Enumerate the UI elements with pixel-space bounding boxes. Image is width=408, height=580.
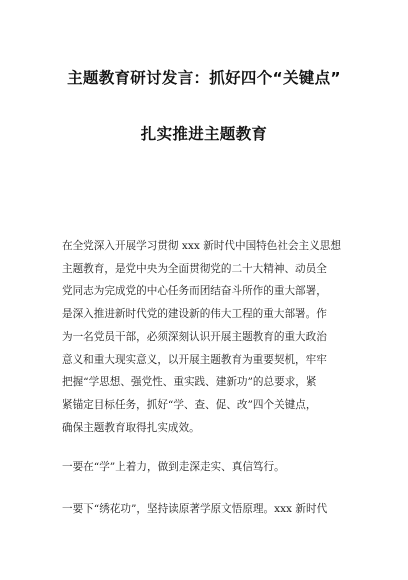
paragraph-line: 为一名党员干部，必须深刻认识开展主题教育的重大政治 xyxy=(62,330,327,343)
document-title-line-1: 主题教育研讨发言：抓好四个“关键点” xyxy=(67,69,341,87)
body-paragraph-1 xyxy=(62,235,346,439)
paragraph-line: 把握“学思想、强党性、重实践、建新功”的总要求，紧 xyxy=(62,376,317,389)
paragraph-line: 在全党深入开展学习贯彻 xxx 新时代中国特色社会主义思想 xyxy=(62,240,341,252)
body-paragraph-2 xyxy=(62,456,346,479)
paragraph-line: 是深入推进新时代党的建设新的伟大工程的重大部署。作 xyxy=(62,308,327,321)
paragraph-line: 确保主题教育取得扎实成效。 xyxy=(62,421,200,434)
paragraph-line: 紧锚定目标任务，抓好“学、查、促、改”四个关键点， xyxy=(62,398,317,411)
paragraph-line: 一要在“学”上着力，做到走深走实、真信笃行。 xyxy=(62,461,285,473)
body-paragraph-3 xyxy=(62,498,346,521)
paragraph-line: 意义和重大现实意义，以开展主题教育为重要契机，牢牢 xyxy=(62,353,327,366)
paragraph-line: 一要下“绣花功”，坚持读原著学原文悟原理。xxx 新时代 xyxy=(62,503,328,515)
document-title-line-2: 扎实推进主题教育 xyxy=(140,125,268,143)
paragraph-line: 党同志为完成党的中心任务而团结奋斗所作的重大部署， xyxy=(62,285,327,298)
paragraph-line: 主题教育，是党中央为全面贯彻党的二十大精神、动员全 xyxy=(62,262,327,275)
